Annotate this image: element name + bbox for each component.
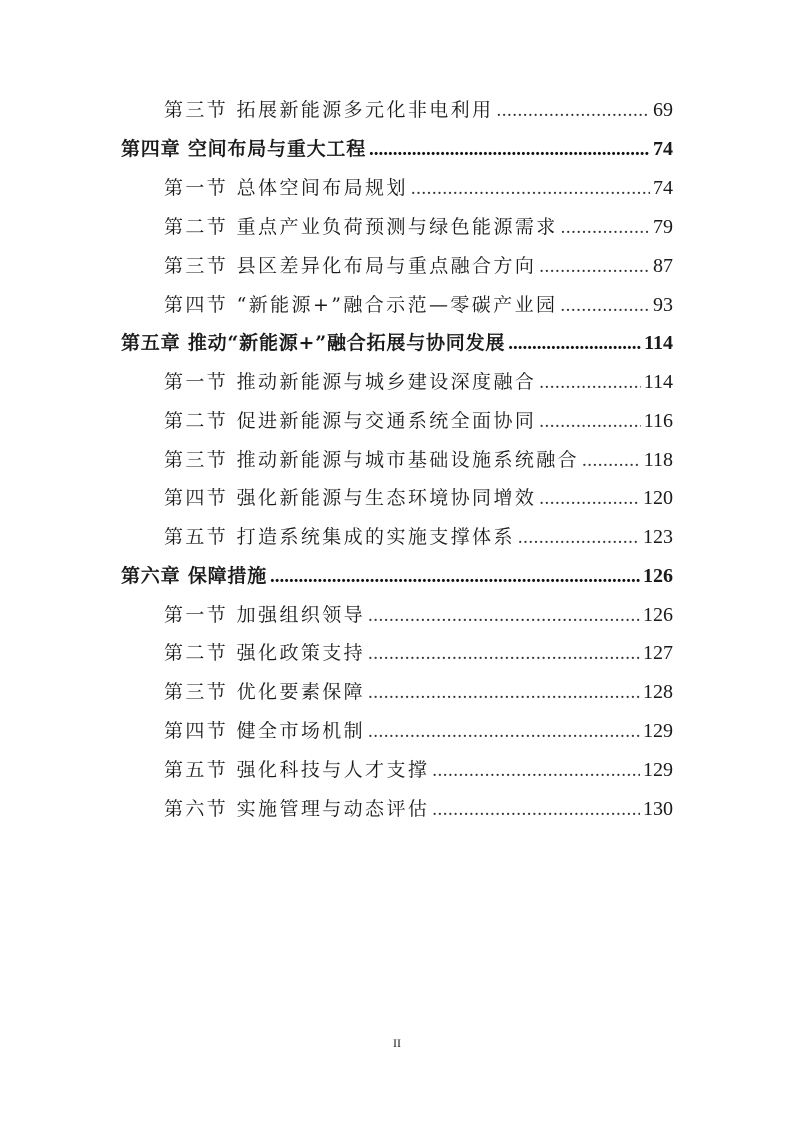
toc-entry[interactable] — [164, 98, 673, 123]
dot-leader — [539, 487, 640, 511]
page-footer-number: II — [393, 1036, 401, 1050]
toc-entry-title: 第三节 拓展新能源多元化非电利用 — [164, 99, 494, 121]
dot-leader — [368, 681, 640, 705]
toc-entry-page: 129 — [643, 759, 673, 781]
toc-entry-page: 127 — [643, 642, 673, 664]
dot-leader — [518, 526, 640, 550]
toc-entry-page: 130 — [643, 798, 673, 820]
dot-leader — [539, 371, 640, 395]
toc-entry-page: 123 — [643, 526, 673, 548]
toc-entry-title: 第三节 县区差异化布局与重点融合方向 — [164, 255, 537, 277]
toc-entry-page: 126 — [643, 604, 673, 626]
toc-entry-title: 第二节 促进新能源与交通系统全面协同 — [164, 410, 537, 432]
toc-entry[interactable] — [164, 680, 673, 705]
toc-entry[interactable] — [164, 719, 673, 744]
toc-entry-page: 74 — [653, 177, 673, 199]
toc-entry-title: 第五节 打造系统集成的实施支撑体系 — [164, 526, 515, 548]
toc-entry-page: 93 — [653, 294, 673, 316]
toc-entry-title: 第二节 强化政策支持 — [164, 642, 366, 664]
toc-entry[interactable] — [164, 293, 673, 318]
dot-leader — [508, 332, 641, 356]
toc-chapter-title: 第五章 推动“新能源+”融合拓展与协同发展 — [121, 332, 506, 354]
toc-entry[interactable] — [164, 448, 673, 473]
dot-leader — [270, 565, 640, 589]
dot-leader — [582, 449, 641, 473]
dot-leader — [368, 604, 640, 628]
toc-entry[interactable] — [164, 370, 673, 395]
toc-entry[interactable] — [164, 486, 673, 511]
toc-entry-page: 120 — [643, 487, 673, 509]
toc-entry-title: 第五节 强化科技与人才支撑 — [164, 759, 430, 781]
toc-entry[interactable] — [164, 254, 673, 279]
toc-entry-title: 第一节 加强组织领导 — [164, 604, 366, 626]
dot-leader — [539, 410, 640, 434]
toc-entry-page: 128 — [643, 681, 673, 703]
toc-entry-title: 第四节 “新能源+”融合示范—零碳产业园 — [164, 294, 558, 316]
toc-chapter[interactable] — [121, 564, 673, 589]
toc-entry-page: 79 — [653, 216, 673, 238]
toc-entry[interactable] — [164, 797, 673, 822]
toc-chapter[interactable] — [121, 331, 673, 356]
dot-leader — [560, 294, 650, 318]
dot-leader — [411, 177, 650, 201]
toc-entry-title: 第二节 重点产业负荷预测与绿色能源需求 — [164, 216, 558, 238]
toc-entry[interactable] — [164, 603, 673, 628]
toc-entry[interactable] — [164, 641, 673, 666]
toc-entry-title: 第一节 推动新能源与城乡建设深度融合 — [164, 371, 537, 393]
toc-entry-page: 129 — [643, 720, 673, 742]
dot-leader — [368, 642, 640, 666]
toc-entry-title: 第四节 强化新能源与生态环境协同增效 — [164, 487, 537, 509]
toc-entry-title: 第六节 实施管理与动态评估 — [164, 798, 430, 820]
toc-entry-title: 第三节 优化要素保障 — [164, 681, 366, 703]
toc-entry-page: 118 — [643, 449, 673, 471]
dot-leader — [368, 720, 640, 744]
toc-entry[interactable] — [164, 215, 673, 240]
toc-chapter[interactable] — [121, 137, 673, 162]
toc-chapter-title: 第六章 保障措施 — [121, 565, 268, 587]
toc-entry[interactable] — [164, 176, 673, 201]
toc-entry-page: 114 — [643, 371, 673, 393]
dot-leader — [369, 138, 650, 162]
toc-entry-title: 第三节 推动新能源与城市基础设施系统融合 — [164, 449, 580, 471]
toc-entry[interactable] — [164, 409, 673, 434]
toc-entry-page: 116 — [643, 410, 673, 432]
toc-entry[interactable] — [164, 525, 673, 550]
toc-entry-page: 87 — [653, 255, 673, 277]
dot-leader — [496, 99, 650, 123]
dot-leader — [432, 759, 640, 783]
dot-leader — [539, 255, 650, 279]
toc-chapter-page: 114 — [644, 332, 673, 354]
toc-entry-title: 第一节 总体空间布局规划 — [164, 177, 408, 199]
toc-entry[interactable] — [164, 758, 673, 783]
dot-leader — [432, 798, 640, 822]
toc-entry-page: 69 — [653, 99, 673, 121]
toc-entry-title: 第四节 健全市场机制 — [164, 720, 366, 742]
toc-chapter-title: 第四章 空间布局与重大工程 — [121, 138, 367, 160]
dot-leader — [561, 216, 650, 240]
toc-chapter-page: 126 — [643, 565, 673, 587]
toc-chapter-page: 74 — [653, 138, 673, 160]
